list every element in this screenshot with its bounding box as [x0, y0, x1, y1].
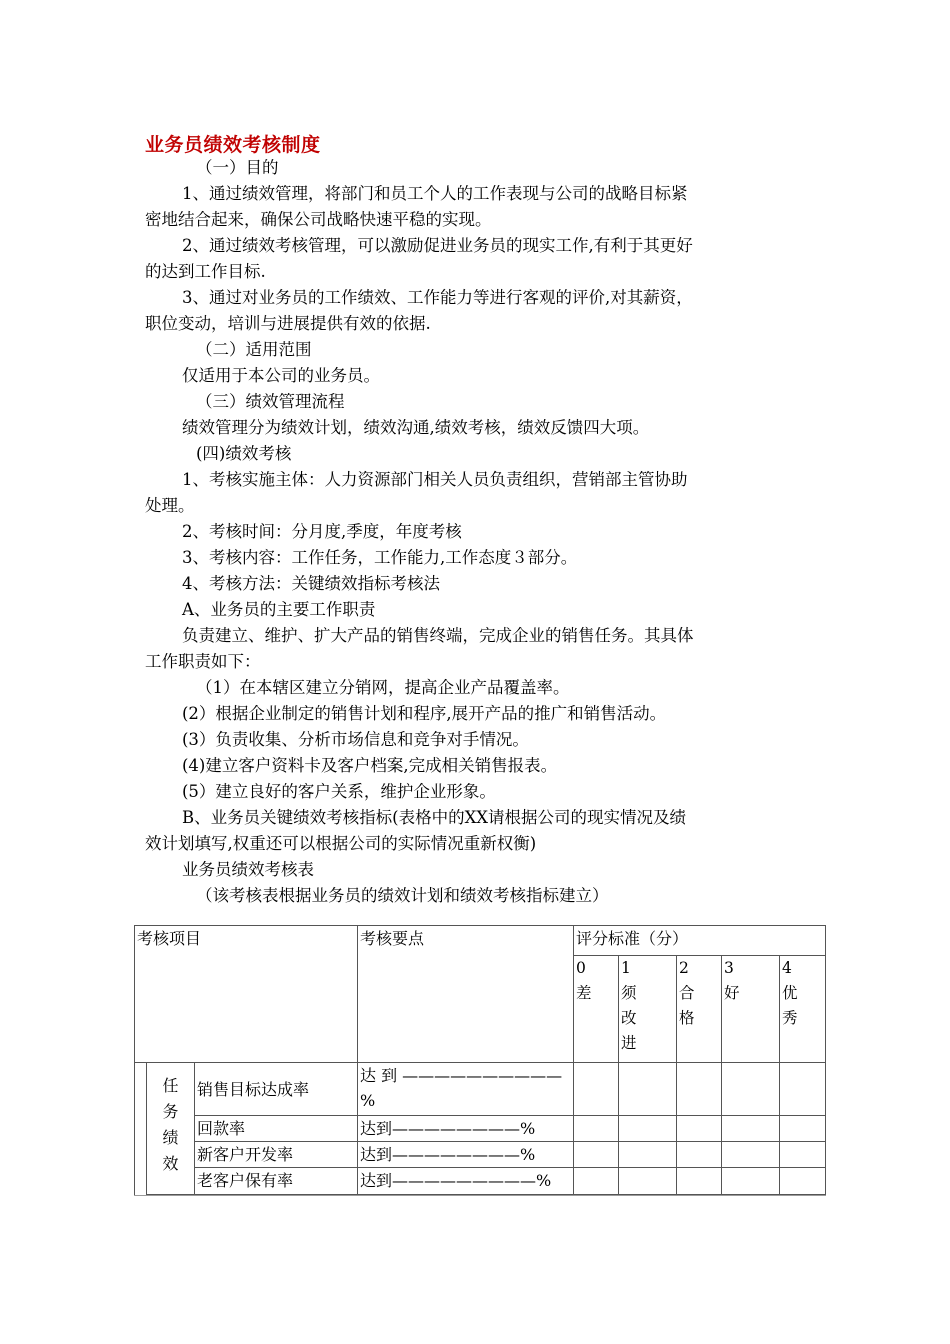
- score-char: 改: [621, 1009, 637, 1027]
- score-cell[interactable]: [619, 1142, 677, 1168]
- score-cell[interactable]: [780, 1116, 826, 1142]
- score-level-3: [722, 956, 780, 1063]
- paragraph-line: 3、考核内容：工作任务，工作能力,工作态度３部分。: [182, 548, 578, 567]
- score-cell[interactable]: [722, 1116, 780, 1142]
- group-char: 效: [162, 1154, 179, 1173]
- score-cell[interactable]: [677, 1142, 722, 1168]
- section-heading: （二）适用范围: [196, 340, 312, 359]
- score-cell[interactable]: [677, 1063, 722, 1116]
- paragraph-line: 1、通过绩效管理，将部门和员工个人的工作表现与公司的战略目标紧: [182, 184, 688, 203]
- score-cell[interactable]: [619, 1116, 677, 1142]
- duty-item: (3）负责收集、分析市场信息和竞争对手情况。: [182, 730, 529, 749]
- row-item: 老客户保有率: [195, 1168, 358, 1195]
- row-item: 销售目标达成率: [195, 1063, 358, 1116]
- paragraph-line: A、业务员的主要工作职责: [182, 600, 376, 619]
- score-cell[interactable]: [574, 1116, 619, 1142]
- paragraph-line: 仅适用于本公司的业务员。: [182, 366, 380, 385]
- group-char: 任: [162, 1076, 179, 1095]
- score-cell[interactable]: [722, 1063, 780, 1116]
- score-char: 秀: [782, 1009, 798, 1027]
- score-cell[interactable]: [677, 1168, 722, 1195]
- header-item: 考核项目: [135, 926, 358, 1063]
- paragraph-line: 密地结合起来，确保公司战略快速平稳的实现。: [145, 210, 492, 229]
- paragraph-line: 处理。: [145, 496, 195, 515]
- group-label: [147, 1063, 195, 1195]
- score-cell[interactable]: [619, 1168, 677, 1195]
- score-cell[interactable]: [574, 1168, 619, 1195]
- score-cell[interactable]: [619, 1063, 677, 1116]
- score-char: 差: [576, 984, 592, 1002]
- score-char: 进: [621, 1034, 637, 1052]
- group-char: 绩: [162, 1128, 179, 1147]
- paragraph-line: 效计划填写,权重还可以根据公司的实际情况重新权衡): [145, 834, 537, 853]
- table-subtitle: （该考核表根据业务员的绩效计划和绩效考核指标建立）: [196, 886, 609, 905]
- paragraph-line: 的达到工作目标.: [145, 262, 266, 281]
- paragraph-line: 4、考核方法：关键绩效指标考核法: [182, 574, 440, 593]
- score-num: 4: [782, 959, 792, 977]
- score-level-4: [780, 956, 826, 1063]
- paragraph-line: 职位变动，培训与进展提供有效的依据.: [145, 314, 431, 333]
- row-item: 回款率: [195, 1116, 358, 1142]
- section-heading: （三）绩效管理流程: [196, 392, 345, 411]
- score-level-2: [677, 956, 722, 1063]
- row-point-line: %: [360, 1091, 376, 1110]
- row-point: 达到————————%: [358, 1116, 574, 1142]
- score-cell[interactable]: [574, 1142, 619, 1168]
- paragraph-line: 2、通过绩效考核管理，可以激励促进业务员的现实工作,有利于其更好: [182, 236, 693, 255]
- score-num: 2: [679, 959, 689, 977]
- duty-item: （1）在本辖区建立分销网，提高企业产品覆盖率。: [196, 678, 570, 697]
- paragraph-line: 3、通过对业务员的工作绩效、工作能力等进行客观的评价,对其薪资，: [182, 288, 693, 307]
- paragraph-line: 负责建立、维护、扩大产品的销售终端，完成企业的销售任务。其具体: [182, 626, 694, 645]
- score-char: 须: [621, 984, 637, 1002]
- score-cell[interactable]: [677, 1116, 722, 1142]
- table-title: 业务员绩效考核表: [182, 860, 314, 879]
- group-char: 务: [162, 1102, 179, 1121]
- paragraph-line: 1、考核实施主体：人力资源部门相关人员负责组织，营销部主管协助: [182, 470, 688, 489]
- score-char: 好: [724, 984, 740, 1002]
- duty-item: (5）建立良好的客户关系，维护企业形象。: [182, 782, 496, 801]
- score-cell[interactable]: [722, 1142, 780, 1168]
- duty-item: (2）根据企业制定的销售计划和程序,展开产品的推广和销售活动。: [182, 704, 667, 723]
- row-point: 达到————————%: [358, 1142, 574, 1168]
- row-item: 新客户开发率: [195, 1142, 358, 1168]
- row-point: 达到—————————%: [358, 1168, 574, 1195]
- paragraph-line: 绩效管理分为绩效计划，绩效沟通,绩效考核，绩效反馈四大项。: [182, 418, 650, 437]
- score-level-0: [574, 956, 619, 1063]
- paragraph-line: B、业务员关键绩效考核指标(表格中的XX请根据公司的现实情况及绩: [182, 808, 687, 827]
- score-num: 0: [576, 959, 586, 977]
- score-cell[interactable]: [780, 1168, 826, 1195]
- score-char: 格: [679, 1009, 695, 1027]
- score-level-1: [619, 956, 677, 1063]
- header-score: 评分标准（分）: [574, 926, 826, 956]
- score-cell[interactable]: [574, 1063, 619, 1116]
- row-point-line: 达 到 ——————————: [360, 1066, 563, 1085]
- duty-item: (4)建立客户资料卡及客户档案,完成相关销售报表。: [182, 756, 558, 775]
- header-point: 考核要点: [358, 926, 574, 1063]
- paragraph-line: 工作职责如下：: [145, 652, 261, 671]
- doc-title: 业务员绩效考核制度: [145, 134, 321, 156]
- score-cell[interactable]: [780, 1142, 826, 1168]
- section-heading: （一）目的: [196, 158, 279, 177]
- score-num: 1: [621, 959, 631, 977]
- score-cell[interactable]: [780, 1063, 826, 1116]
- score-char: 合: [679, 984, 695, 1002]
- score-num: 3: [724, 959, 734, 977]
- paragraph-line: 2、考核时间：分月度,季度，年度考核: [182, 522, 462, 541]
- assessment-table: [134, 925, 826, 1195]
- score-cell[interactable]: [722, 1168, 780, 1195]
- score-char: 优: [782, 984, 798, 1002]
- table-spacer: [135, 1063, 147, 1195]
- section-heading: (四)绩效考核: [196, 444, 292, 463]
- row-point: [358, 1063, 574, 1116]
